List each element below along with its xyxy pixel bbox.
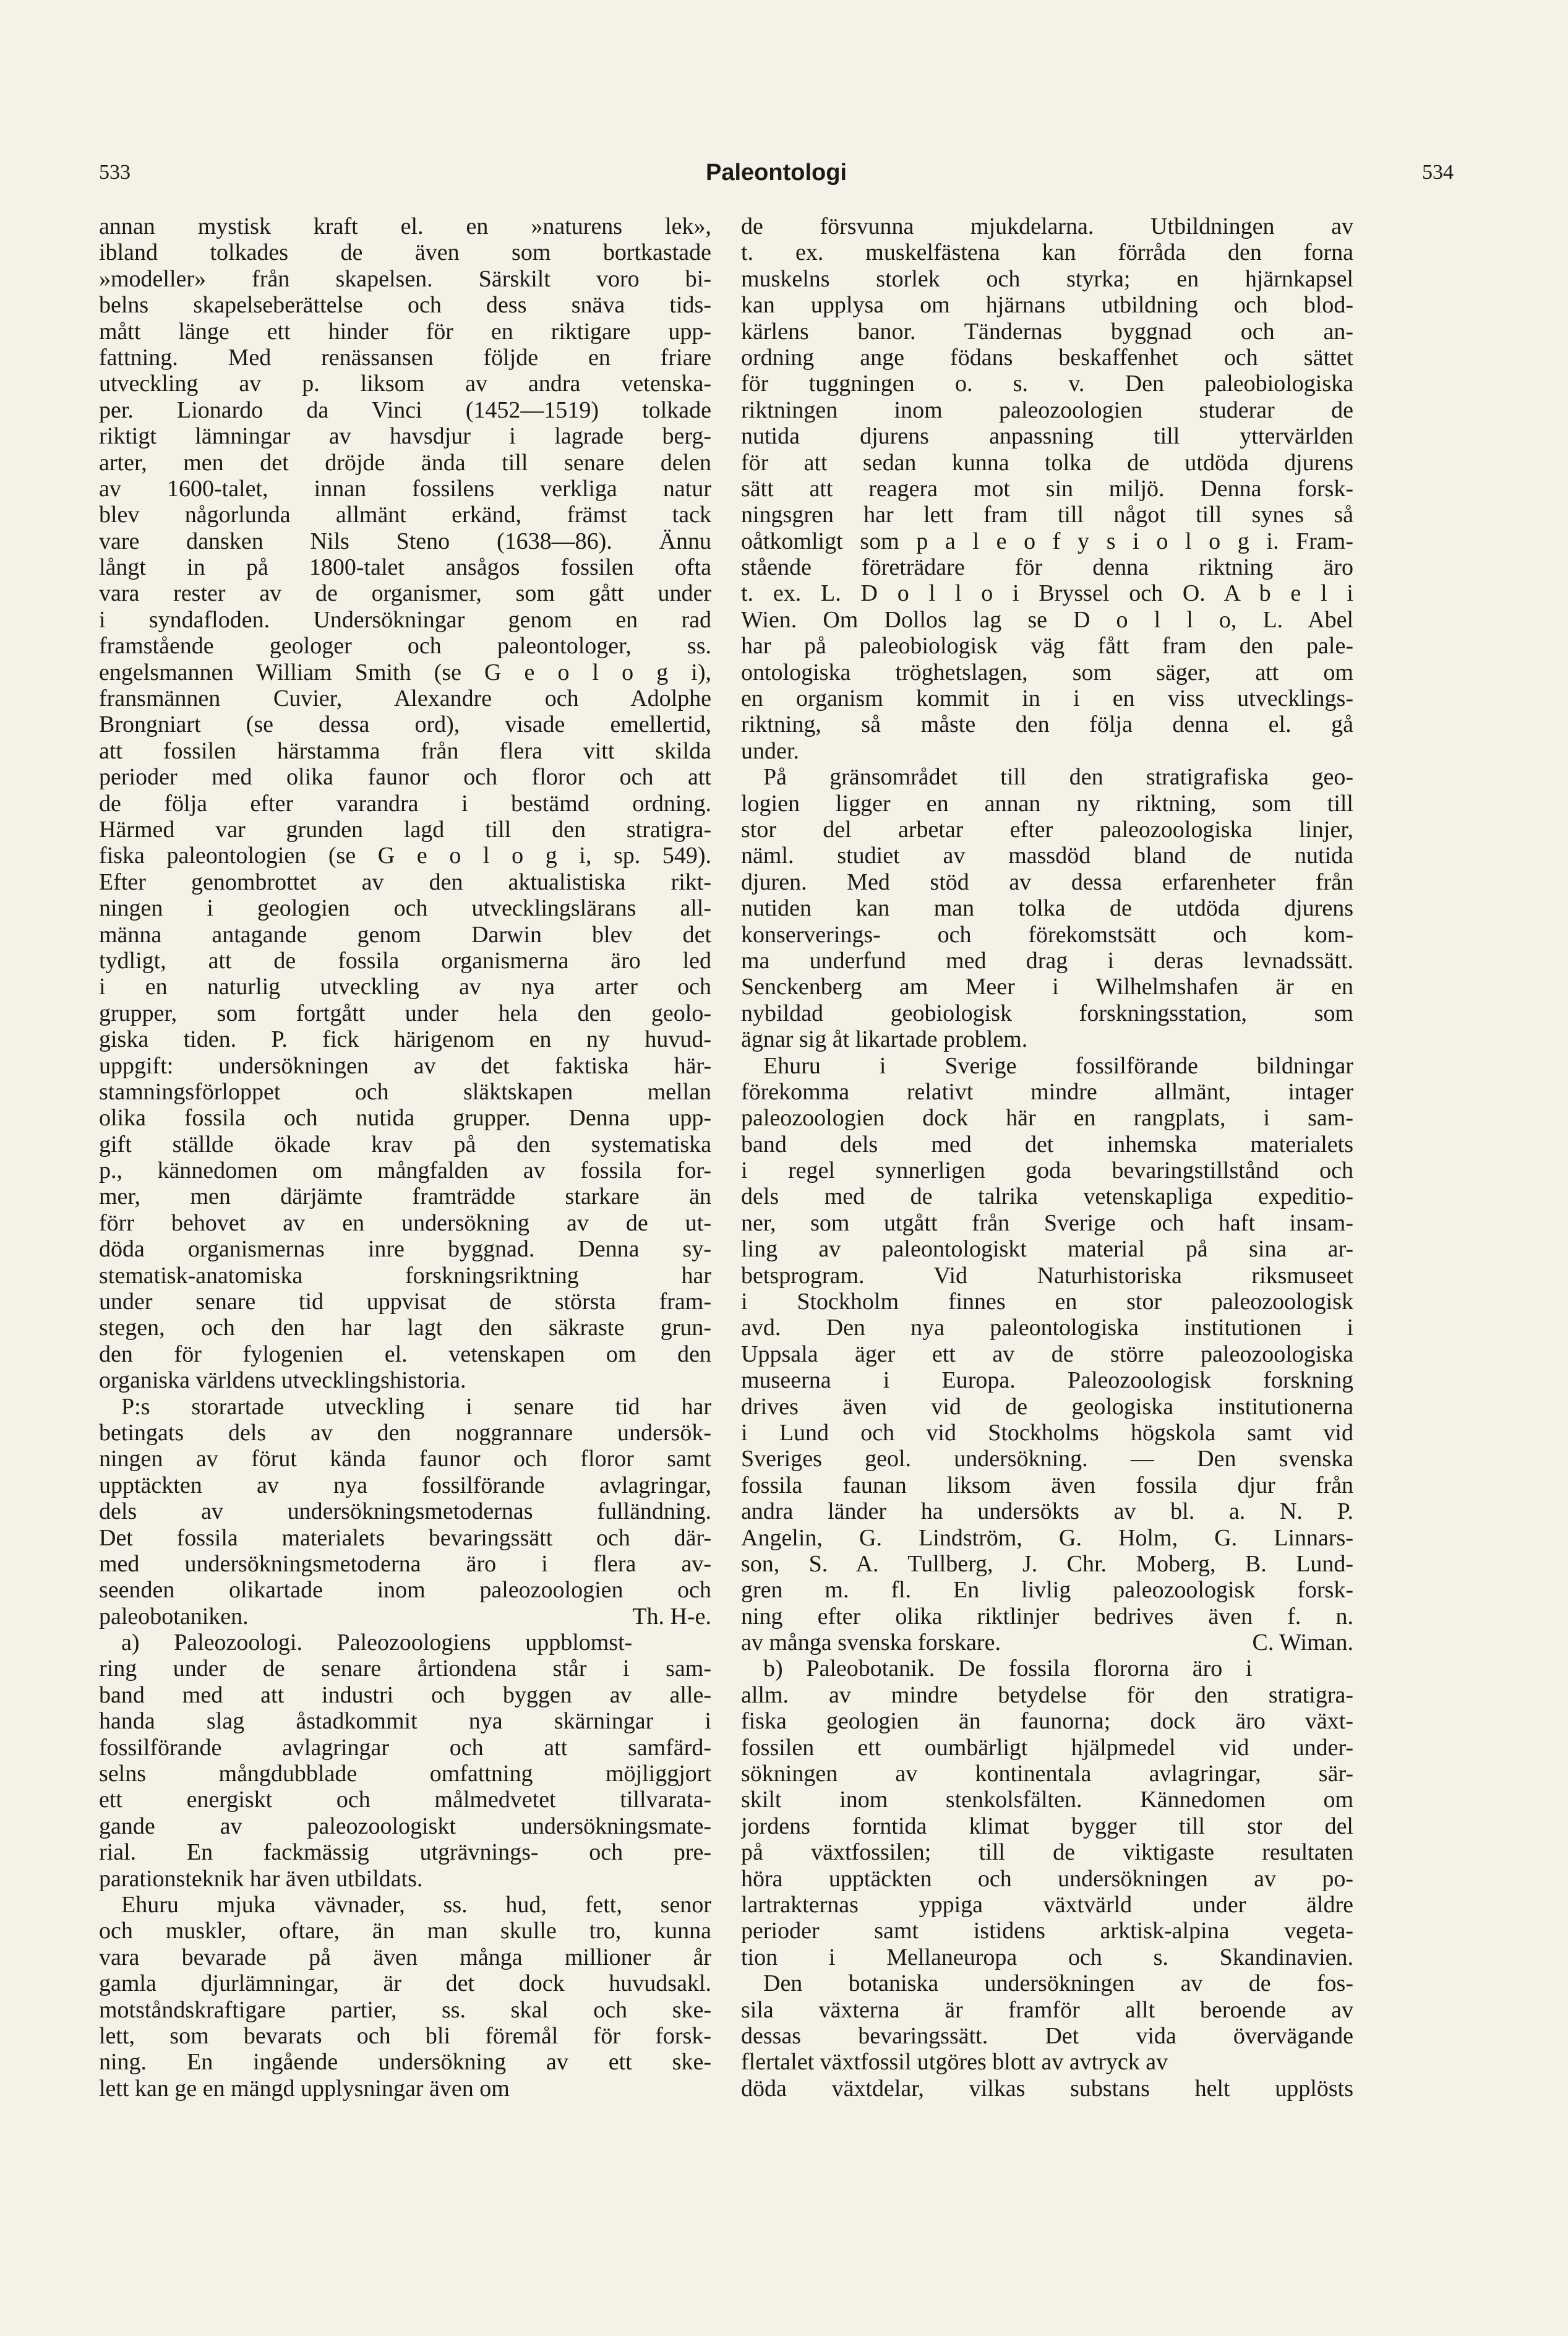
- text-line: förekomma relativt mindre allmänt, intager: [741, 1078, 1353, 1105]
- text-line: perioder med olika faunor och floror och att: [99, 764, 711, 791]
- text-line: Senckenberg am Meer i Wilhelmshafen är en: [741, 974, 1353, 1000]
- text-line: vara rester av de organismer, som gått under: [99, 580, 711, 607]
- text-line: vare dansken Nils Steno (1638—86). Ännu: [99, 528, 711, 554]
- text-line: de följa efter varandra i bestämd ordning.: [99, 790, 711, 817]
- text-line: stående företrädare för denna riktning äro: [741, 554, 1353, 581]
- text-line: av många svenska forskare. C. Wiman.: [741, 1630, 1353, 1656]
- text-line: arter, men det dröjde ända till senare delen: [99, 449, 711, 476]
- text-line: t. ex. L. D o l l o i Bryssel och O. A b e l i: [741, 580, 1353, 607]
- text-line: för tuggningen o. s. v. Den paleobiologiska: [741, 371, 1353, 397]
- text-line: ning efter olika riktlinjer bedrives även f. n.: [741, 1603, 1353, 1630]
- text-line: ägnar sig åt likartade problem.: [741, 1026, 1028, 1053]
- text-line: långt in på 1800-talet ansågos fossilen ofta: [99, 554, 711, 581]
- text-line: upptäckten av nya fossilförande avlagringar,: [99, 1472, 711, 1498]
- text-line: gande av paleozoologiskt undersökningsmate-: [99, 1813, 711, 1839]
- text-line: ett energiskt och målmedvetet tillvarata-: [99, 1787, 711, 1813]
- text-line: tion i Mellaneuropa och s. Skandinavien.: [741, 1944, 1353, 1970]
- text-line: mått länge ett hinder för en riktigare upp-: [99, 318, 711, 345]
- text-line: Uppsala äger ett av de större paleozoologiska: [741, 1341, 1353, 1367]
- text-line: vara bevarade på även många millioner år: [99, 1944, 711, 1970]
- text-line: museerna i Europa. Paleozoologisk forskning: [741, 1367, 1353, 1394]
- text-line: fransmännen Cuvier, Alexandre och Adolphe: [99, 685, 711, 712]
- text-line: fiska paleontologien (se G e o l o g i, sp. 549).: [99, 843, 711, 869]
- text-line: höra upptäckten och undersökningen av po-: [741, 1865, 1353, 1892]
- text-line: i syndafloden. Undersökningar genom en rad: [99, 606, 711, 633]
- text-line: för att sedan kunna tolka de utdöda djurens: [741, 449, 1353, 476]
- text-line: i regel synnerligen goda bevaringstillstånd och: [741, 1157, 1353, 1184]
- text-line: Wien. Om Dollos lag se D o l l o, L. Abel: [741, 606, 1353, 633]
- text-line: ner, som utgått från Sverige och haft insam-: [741, 1209, 1353, 1236]
- text-line: i Lund och vid Stockholms högskola samt vid: [741, 1419, 1353, 1446]
- text-line: skilt inom stenkolsfälten. Kännedomen om: [741, 1787, 1353, 1813]
- page-header: [99, 155, 1454, 198]
- text-line: döda växtdelar, vilkas substans helt upplösts: [741, 2075, 1353, 2102]
- right-column: [741, 213, 1353, 2187]
- text-line: lett kan ge en mängd upplysningar även om: [99, 2075, 510, 2102]
- text-line: männa antagande genom Darwin blev det: [99, 921, 711, 948]
- text-line: uppgift: undersökningen av det faktiska här-: [99, 1052, 711, 1079]
- text-line: framstående geologer och paleontologer, ss.: [99, 633, 711, 659]
- page-number-right: 534: [1422, 161, 1454, 184]
- text-line: att fossilen härstamma från flera vitt skilda: [99, 737, 711, 764]
- text-line: t. ex. muskelfästena kan förråda den forna: [741, 239, 1353, 266]
- text-line: av 1600-talet, innan fossilens verkliga natur: [99, 475, 711, 502]
- text-line: fossilförande avlagringar och att samfärd-: [99, 1734, 711, 1761]
- text-line: stematisk-anatomiska forskningsriktning har: [99, 1262, 711, 1289]
- text-line: Härmed var grunden lagd till den stratigra-: [99, 816, 711, 843]
- text-line: paleobotaniken. Th. H-e.: [99, 1603, 711, 1630]
- text-line: logien ligger en annan ny riktning, som till: [741, 790, 1353, 817]
- text-line: i Stockholm finnes en stor paleozoologisk: [741, 1289, 1353, 1315]
- author-signature: Th. H-e.: [632, 1603, 711, 1630]
- text-line: stegen, och den har lagt den säkraste grun-: [99, 1315, 711, 1341]
- text-line: dessas bevaringssätt. Det vida övervägande: [741, 2022, 1353, 2049]
- text-line: med undersökningsmetoderna äro i flera av-: [99, 1550, 711, 1577]
- text-line: Angelin, G. Lindström, G. Holm, G. Linnars-: [741, 1524, 1353, 1551]
- text-line: ningsgren har lett fram till något till synes så: [741, 502, 1353, 528]
- text-line: fattning. Med renässansen följde en friare: [99, 344, 711, 371]
- text-line: band dels med det inhemska materialets: [741, 1131, 1353, 1157]
- text-line: mer, men därjämte framträdde starkare än: [99, 1183, 711, 1210]
- text-line: »modeller» från skapelsen. Särskilt voro bi-: [99, 265, 711, 292]
- text-line: belns skapelseberättelse och dess snäva tids-: [99, 292, 711, 319]
- text-line: paleozoologien dock här en rangplats, i sam-: [741, 1105, 1353, 1132]
- text-line: riktningen inom paleozoologien studerar de: [741, 397, 1353, 423]
- text-line: betsprogram. Vid Naturhistoriska riksmuseet: [741, 1262, 1353, 1289]
- text-line: annan mystisk kraft el. en »naturens lek»,: [99, 213, 711, 239]
- text-line: muskelns storlek och styrka; en hjärnkapsel: [741, 265, 1353, 292]
- text-line: handa slag åstadkommit nya skärningar i: [99, 1708, 711, 1735]
- text-line: drives även vid de geologiska institutionerna: [741, 1393, 1353, 1420]
- text-line: nutiden kan man tolka de utdöda djurens: [741, 895, 1353, 922]
- text-line: tydligt, att de fossila organismerna äro led: [99, 947, 711, 974]
- text-line: stor del arbetar efter paleozoologiska linjer,: [741, 816, 1353, 843]
- text-line: Den botaniska undersökningen av de fos-: [763, 1970, 1353, 1997]
- text-line: nutida djurens anpassning till yttervärlden: [741, 423, 1353, 450]
- text-line: den för fylogenien el. vetenskapen om den: [99, 1341, 711, 1367]
- text-line: fossila faunan liksom även fossila djur från: [741, 1472, 1353, 1498]
- text-line: flertalet växtfossil utgöres blott av avtryck av: [741, 2049, 1168, 2076]
- text-line: Ehuru i Sverige fossilförande bildningar: [763, 1052, 1353, 1079]
- text-line: de försvunna mjukdelarna. Utbildningen av: [741, 213, 1353, 239]
- text-line: band med att industri och byggen av alle-: [99, 1681, 711, 1708]
- text-line: sökningen av kontinentala avlagringar, sär-: [741, 1761, 1353, 1787]
- text-line: djuren. Med stöd av dessa erfarenheter från: [741, 869, 1353, 895]
- text-line: parationsteknik har även utbildats.: [99, 1865, 423, 1892]
- text-line: ontologiska tröghetslagen, som säger, att om: [741, 659, 1353, 685]
- text-line: kärlens banor. Tändernas byggnad och an-: [741, 318, 1353, 345]
- text-line: förr behovet av en undersökning av de ut-: [99, 1209, 711, 1236]
- text-line: kan upplysa om hjärnans utbildning och blod-: [741, 292, 1353, 319]
- text-line: perioder samt istidens arktisk-alpina vegeta-: [741, 1918, 1353, 1944]
- text-line: riktigt lämningar av havsdjur i lagrade berg-: [99, 423, 711, 450]
- running-title: Paleontologi: [706, 160, 847, 186]
- text-line: på växtfossilen; till de viktigaste resultaten: [741, 1839, 1353, 1866]
- text-line: organiska världens utvecklingshistoria.: [99, 1367, 466, 1394]
- text-line: sila växterna är framför allt beroende av: [741, 1996, 1353, 2023]
- text-line: motståndskraftigare partier, ss. skal och ske-: [99, 1996, 711, 2023]
- text-line: nybildad geobiologisk forskningsstation, som: [741, 1000, 1353, 1026]
- text-line: gamla djurlämningar, är det dock huvudsakl.: [99, 1970, 711, 1997]
- text-line: ma underfund med drag i deras levnadssätt.: [741, 947, 1353, 974]
- text-line: under.: [741, 737, 799, 764]
- text-line: Efter genombrottet av den aktualistiska rikt-: [99, 869, 711, 895]
- text-line: olika fossila och nutida grupper. Denna upp-: [99, 1105, 711, 1132]
- text-line: Det fossila materialets bevaringssätt och där-: [99, 1524, 711, 1551]
- text-line: På gränsområdet till den stratigrafiska geo-: [763, 764, 1353, 791]
- text-line: oåtkomligt som p a l e o f y s i o l o g i. Fram-: [741, 528, 1353, 554]
- text-line: Sveriges geol. undersökning. — Den svenska: [741, 1446, 1353, 1472]
- text-line: ling av paleontologiskt material på sina ar-: [741, 1236, 1353, 1263]
- text-line: fossilen ett oumbärligt hjälpmedel vid under-: [741, 1734, 1353, 1761]
- text-line: har på paleobiologisk väg fått fram den pale-: [741, 633, 1353, 659]
- text-line: ning. En ingående undersökning av ett ske-: [99, 2049, 711, 2076]
- text-line: gren m. fl. En livlig paleozoologisk forsk-: [741, 1577, 1353, 1604]
- text-line: dels med de talrika vetenskapliga expeditio-: [741, 1183, 1353, 1210]
- text-line: p., kännedomen om mångfalden av fossila for-: [99, 1157, 711, 1184]
- text-line: ningen i geologien och utvecklingslärans all-: [99, 895, 711, 922]
- text-line: sätt att reagera mot sin miljö. Denna forsk-: [741, 475, 1353, 502]
- text-line: andra länder ha undersökts av bl. a. N. P.: [741, 1498, 1353, 1525]
- text-line: avd. Den nya paleontologiska institutionen i: [741, 1315, 1353, 1341]
- text-line: ibland tolkades de även som bortkastade: [99, 239, 711, 266]
- text-line: fiska geologien än faunorna; dock äro växt-: [741, 1708, 1353, 1735]
- text-line: engelsmannen William Smith (se G e o l o g i),: [99, 659, 711, 685]
- author-signature: C. Wiman.: [1252, 1630, 1353, 1656]
- text-line: jordens forntida klimat bygger till stor del: [741, 1813, 1353, 1839]
- text-line: en organism kommit in i en viss utvecklings-: [741, 685, 1353, 712]
- text-line: lett, som bevarats och bli föremål för forsk-: [99, 2022, 711, 2049]
- text-line: P:s storartade utveckling i senare tid har: [121, 1393, 711, 1420]
- text-line: riktning, så måste den följa denna el. gå: [741, 711, 1353, 738]
- text-line: lartrakternas yppiga växtvärld under äldre: [741, 1892, 1353, 1918]
- text-line: ring under de senare årtiondena står i sam-: [99, 1655, 711, 1682]
- text-line: i en naturlig utveckling av nya arter och: [99, 974, 711, 1000]
- text-line: näml. studiet av massdöd bland de nutida: [741, 843, 1353, 869]
- text-line: grupper, som fortgått under hela den geolo-: [99, 1000, 711, 1026]
- text-line: konserverings- och förekomstsätt och kom-: [741, 921, 1353, 948]
- left-column: [99, 213, 711, 2187]
- text-line: betingats dels av den noggrannare undersök-: [99, 1419, 711, 1446]
- text-line: utveckling av p. liksom av andra vetenska-: [99, 371, 711, 397]
- page-number-left: 533: [99, 161, 131, 184]
- text-line: ordning ange födans beskaffenhet och sättet: [741, 344, 1353, 371]
- text-line: gift ställde ökade krav på den systematiska: [99, 1131, 711, 1157]
- text-line: selns mångdubblade omfattning möjliggjort: [99, 1761, 711, 1787]
- text-line: Brongniart (se dessa ord), visade emellertid,: [99, 711, 711, 738]
- text-line: dels av undersökningsmetodernas fulländning.: [99, 1498, 711, 1525]
- text-line: döda organismernas inre byggnad. Denna sy-: [99, 1236, 711, 1263]
- text-line: per. Lionardo da Vinci (1452—1519) tolkade: [99, 397, 711, 423]
- text-line: allm. av mindre betydelse för den stratigra-: [741, 1681, 1353, 1708]
- text-line: giska tiden. P. fick härigenom en ny huvud-: [99, 1026, 711, 1053]
- text-line: seenden olikartade inom paleozoologien och: [99, 1577, 711, 1604]
- text-line: b) Paleobotanik. De fossila flororna äro i: [763, 1655, 1253, 1682]
- text-line: och muskler, oftare, än man skulle tro, kunna: [99, 1918, 711, 1944]
- text-line: blev någorlunda allmänt erkänd, främst tack: [99, 502, 711, 528]
- text-line: a) Paleozoologi. Paleozoologiens uppblomst-: [121, 1630, 633, 1656]
- text-line: under senare tid uppvisat de största fram-: [99, 1289, 711, 1315]
- text-line: son, S. A. Tullberg, J. Chr. Moberg, B. Lund-: [741, 1550, 1353, 1577]
- text-line: Ehuru mjuka vävnader, ss. hud, fett, senor: [121, 1892, 711, 1918]
- text-line: ningen av förut kända faunor och floror samt: [99, 1446, 711, 1472]
- text-line: rial. En fackmässig utgrävnings- och pre-: [99, 1839, 711, 1866]
- text-line: stamningsförloppet och släktskapen mellan: [99, 1078, 711, 1105]
